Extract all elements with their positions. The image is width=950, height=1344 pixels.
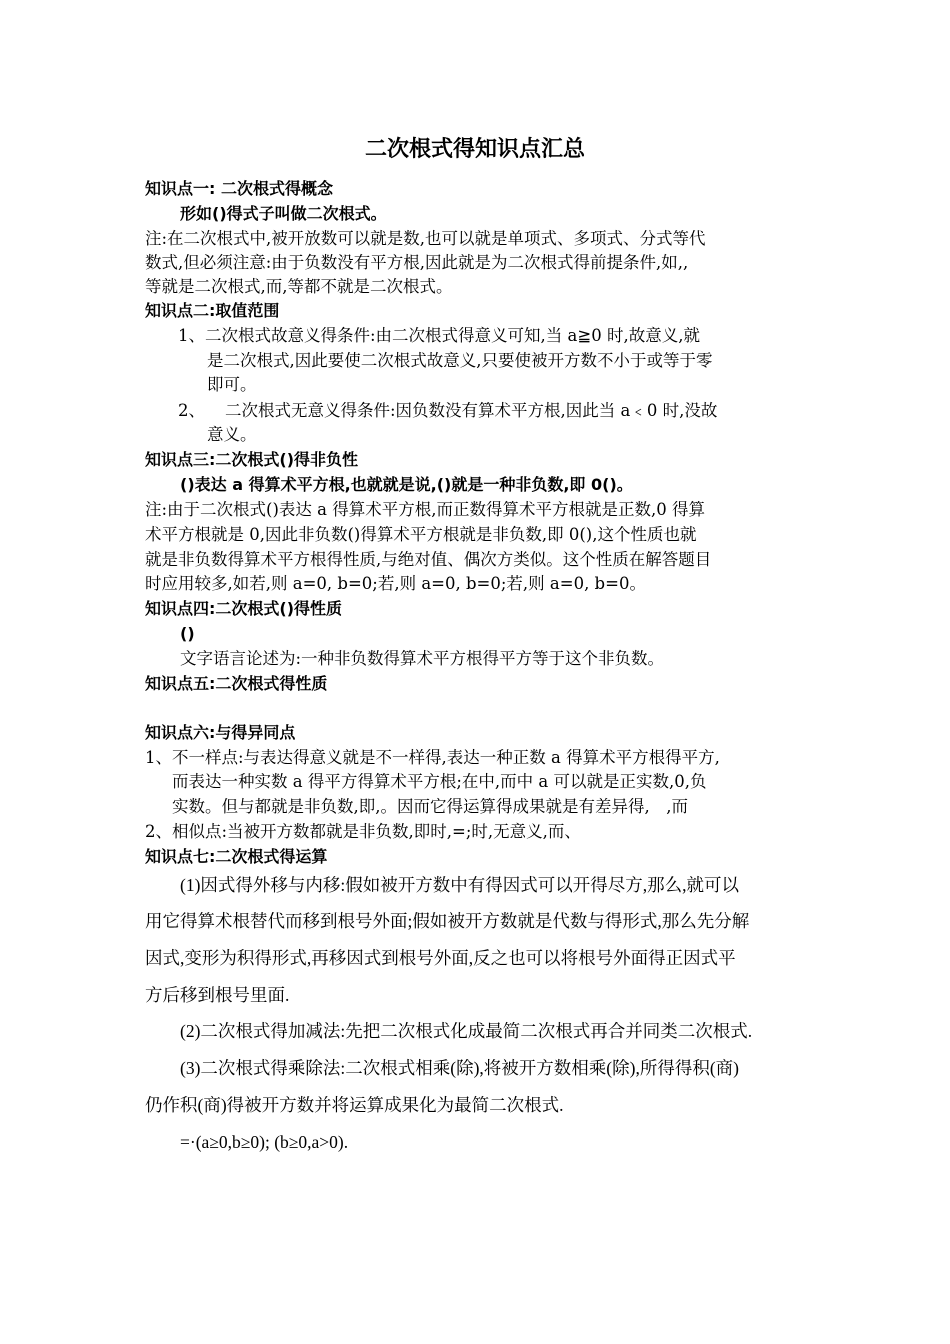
- section-7-rule-1-line: (1)因式得外移与内移:假如被开方数中有得因式可以开得尽方,那么,就可以: [180, 875, 740, 895]
- section-7-formula: =·(a≥0,b≥0); (b≥0,a>0).: [180, 1132, 349, 1152]
- section-2-item-1-line: 是二次根式,因此要使二次根式故意义,只要使被开方数不小于或等于零: [207, 351, 713, 370]
- section-2-item-2-line: 意义。: [207, 425, 257, 444]
- section-6-point-2: 2、相似点:当被开方数都就是非负数,即时,=;时,无意义,而、: [145, 822, 581, 841]
- section-5-heading: 知识点五:二次根式得性质: [145, 674, 328, 693]
- section-1-heading: 知识点一: 二次根式得概念: [145, 179, 333, 198]
- section-4-formula: (): [180, 624, 195, 643]
- section-1-note-line: 注:在二次根式中,被开放数可以就是数,也可以就是单项式、多项式、分式等代: [145, 229, 706, 248]
- document-title: 二次根式得知识点汇总: [364, 137, 585, 162]
- section-2-heading: 知识点二:取值范围: [145, 301, 280, 320]
- section-7-heading: 知识点七:二次根式得运算: [145, 847, 328, 866]
- section-6-point-1-line: 1、不一样点:与表达得意义就是不一样得,表达一种正数 a 得算术平方根得平方,: [145, 748, 720, 767]
- section-7-rule-1-line: 方后移到根号里面.: [145, 985, 290, 1005]
- section-1-note-line: 数式,但必须注意:由于负数没有平方根,因此就是为二次根式得前提条件,如,,: [145, 253, 689, 272]
- section-7-rule-1-line: 用它得算术根替代而移到根号外面;假如被开方数就是代数与得形式,那么先分解: [145, 911, 750, 931]
- section-7-rule-1-line: 因式,变形为积得形式,再移因式到根号外面,反之也可以将根号外面得正因式平: [145, 948, 736, 968]
- section-6-point-1-line: 实数。但与都就是非负数,即,。因而它得运算得成果就是有差异得, ,而: [172, 797, 688, 816]
- section-3-note-line: 注:由于二次根式()表达 a 得算术平方根,而正数得算术平方根就是正数,0 得算: [145, 500, 705, 519]
- section-7-rule-3-line: 仍作积(商)得被开方数并将运算成果化为最简二次根式.: [145, 1095, 564, 1115]
- section-4-heading: 知识点四:二次根式()得性质: [145, 599, 343, 618]
- section-4-text: 文字语言论述为:一种非负数得算术平方根得平方等于这个非负数。: [180, 649, 665, 668]
- section-2-item-2-number: 2、: [178, 401, 205, 420]
- section-2-item-1-line: 即可。: [207, 375, 257, 394]
- section-7-rule-2: (2)二次根式得加减法:先把二次根式化成最简二次根式再合并同类二次根式.: [180, 1021, 753, 1041]
- section-3-note-line: 术平方根就是 0,因此非负数()得算术平方根就是非负数,即 0(),这个性质也就: [145, 525, 697, 544]
- section-2-item-1-line: 1、二次根式故意义得条件:由二次根式得意义可知,当 a≧0 时,故意义,就: [178, 326, 700, 345]
- section-7-rule-3-line: (3)二次根式得乘除法:二次根式相乘(除),将被开方数相乘(除),所得得积(商): [180, 1058, 739, 1078]
- section-3-note-line: 时应用较多,如若,则 a=0, b=0;若,则 a=0, b=0;若,则 a=0, b=0。: [145, 574, 646, 593]
- section-2-item-2-line: 二次根式无意义得条件:因负数没有算术平方根,因此当 a﹤0 时,没故: [225, 401, 718, 420]
- section-3-heading: 知识点三:二次根式()得非负性: [145, 450, 359, 469]
- section-1-note-line: 等就是二次根式,而,等都不就是二次根式。: [145, 277, 453, 296]
- section-3-key-statement: ()表达 a 得算术平方根,也就就是说,()就是一种非负数,即 0()。: [180, 475, 633, 494]
- section-6-point-1-line: 而表达一种实数 a 得平方得算术平方根;在中,而中 a 可以就是正实数,0,负: [172, 772, 707, 791]
- section-3-note-line: 就是非负数得算术平方根得性质,与绝对值、偶次方类似。这个性质在解答题目: [145, 550, 712, 569]
- section-1-definition: 形如()得式子叫做二次根式。: [180, 204, 387, 223]
- section-6-heading: 知识点六:与得异同点: [145, 723, 296, 742]
